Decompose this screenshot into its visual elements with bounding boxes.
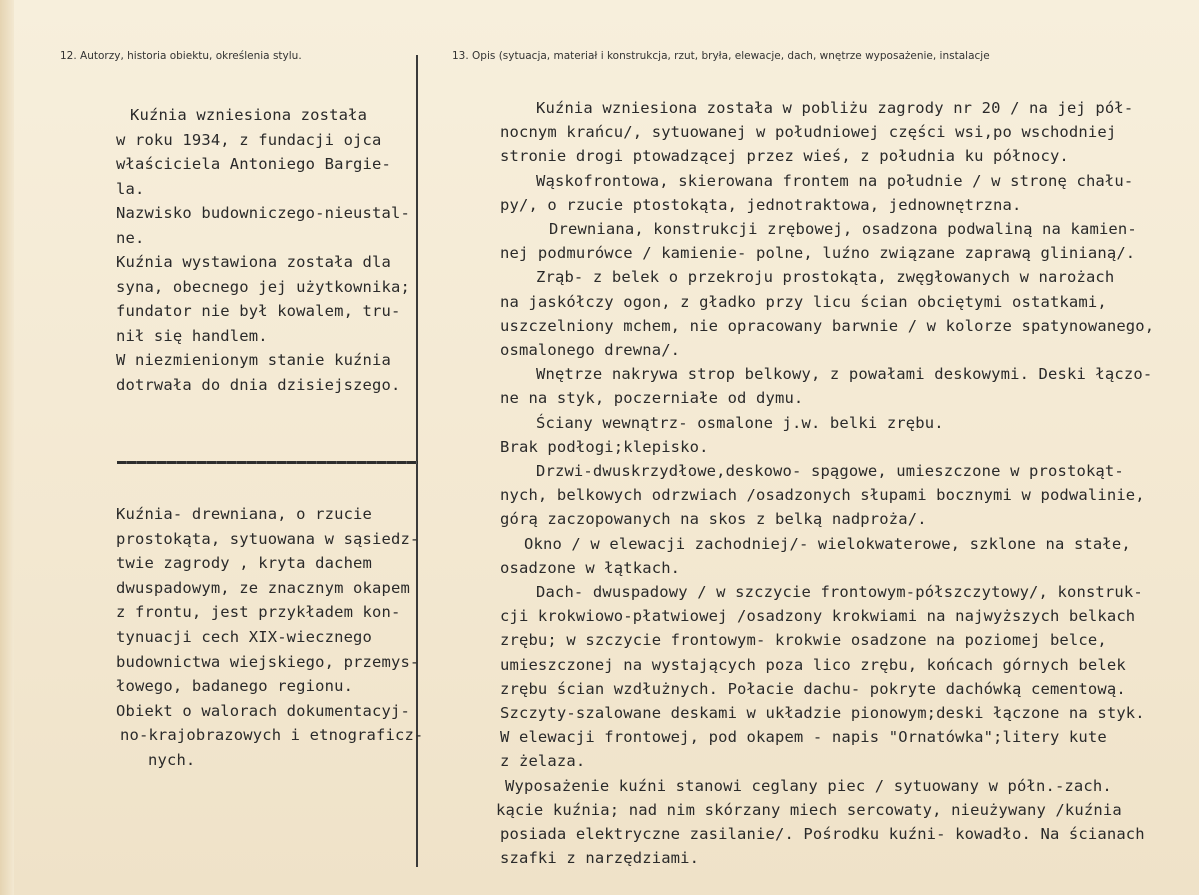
text-line: Kuźnia- drewniana, o rzucie [116,505,373,523]
text-line: Wnętrze nakrywa strop belkowy, z powałami deskowymi. Deski łączo- [536,365,1153,384]
text-line: łowego, badanego regionu. [116,677,354,696]
text-line: Wąskofrontowa, skierowana frontem na południe / w stronę chału- [536,171,1134,190]
text-line: górą zaczopowanych na skos z belką nadproża/. [500,510,927,529]
text-line: posiada elektryczne zasilanie/. Pośrodku kuźni- kowadło. Na ścianach [500,825,1145,843]
section-12-header: 12. Autorzy, historia obiektu, określenia stylu. [60,50,302,62]
text-line: W niezmienionym stanie kuźnia [116,351,391,369]
text-line: Obiekt o walorach dokumentacyj- [116,701,410,720]
text-line: ne na styk, poczerniałe od dymu. [500,389,804,408]
text-line: w roku 1934, z fundacji ojca [116,130,382,149]
text-line: Kuźnia wzniesiona została [130,106,368,124]
text-line: z frontu, jest przykładem kon- [116,603,401,622]
text-line: Dach- dwuspadowy / w szczycie frontowym-półszczytowy/, konstruk- [536,583,1143,601]
text-line: W elewacji frontowej, pod okapem - napis "Ornatówka";litery kute [500,728,1107,747]
text-line: Wyposażenie kuźni stanowi ceglany piec / sytuowany w półn.-zach. [505,776,1112,795]
text-line: nej podmurówce / kamienie- polne, luźno związane zaprawą glinianą/. [500,244,1136,263]
text-line: osmalonego drewna/. [500,341,681,359]
text-line: dwuspadowym, ze znacznym okapem [116,578,410,597]
text-line: fundator nie był kowalem, tru- [116,302,401,320]
text-line: py/, o rzucie ptostokąta, jednotraktowa, jednownętrzna. [500,195,1022,214]
text-line: umieszczonej na wystających poza lico zrębu, końcach górnych belek [500,655,1126,674]
text-line: nocnym krańcu/, sytuowanej w południowej części wsi,po wschodniej [500,123,1117,142]
text-line: Drewniana, konstrukcji zrębowej, osadzona podwaliną na kamien- [549,220,1137,238]
text-line: Brak podłogi;klepisko. [500,437,709,456]
text-line: dotrwała do dnia dzisiejszego. [116,375,401,394]
text-line: la. [116,179,145,198]
text-line: Szczyty-szalowane deskami w układzie pionowym;deski łączone na styk. [500,704,1145,722]
text-line: budownictwa wiejskiego, przemys- [116,652,420,671]
section-13-header: 13. Opis (sytuacja, materiał i konstrukcja, rzut, bryła, elewacje, dach, wnętrze wyposażenie, instalacje [452,50,990,62]
text-line: na jaskółczy ogon, z gładko przy licu ścian obciętymi ostatkami, [500,292,1107,311]
text-line: stronie drogi ptowadzącej przez wieś, z południa ku północy. [500,147,1069,166]
text-line: Nazwisko budowniczego-nieustal- [116,204,410,222]
text-line: prostokąta, sytuowana w sąsiedz- [116,529,420,548]
page-edge [0,0,14,895]
text-line: Drzwi-dwuskrzydłowe,deskowo- spągowe, umieszczone w prostokąt- [536,462,1124,480]
text-line: Zrąb- z belek o przekroju prostokąta, zwęgłowanych w narożach [536,268,1115,287]
text-line: ne. [116,228,145,247]
text-line: tynuacji cech XIX-wiecznego [116,628,373,646]
text-line: osadzone w łątkach. [500,558,681,577]
text-line: szafki z narzędziami. [500,849,700,868]
text-line: twie zagrody , kryta dachem [116,554,373,573]
text-line: Kuźnia wzniesiona została w pobliżu zagrody nr 20 / na jej pół- [536,99,1134,117]
text-line: kącie kuźnia; nad nim skórzany miech sercowaty, nieużywany /kuźnia [496,800,1122,819]
text-line: uszczelniony mchem, nie opracowany barwnie / w kolorze spatynowanego, [500,316,1155,335]
text-line: nych, belkowych odrzwiach /osadzonych słupami bocznymi w podwalinie, [500,486,1145,505]
text-line: no-krajobrazowych i etnograficz- [120,726,424,745]
text-line: zrębu ścian wzdłużnych. Połacie dachu- pokryte dachówką cementową. [500,679,1126,698]
text-line: zrębu; w szczycie frontowym- krokwie osadzone na poziomej belce, [500,631,1107,650]
text-line: cji krokwiowo-płatwiowej /osadzony krokwiami na najwyższych belkach [500,607,1136,626]
text-line: nił się handlem. [116,326,268,345]
text-line: Ściany wewnątrz- osmalone j.w. belki zrębu. [536,413,944,432]
text-line: właściciela Antoniego Bargie- [116,155,391,173]
section-separator [117,461,418,464]
text-line: syna, obecnego jej użytkownika; [116,277,410,296]
text-line: Okno / w elewacji zachodniej/- wielokwaterowe, szklone na stałe, [524,534,1131,553]
text-line: Kuźnia wystawiona została dla [116,253,391,271]
text-line: nych. [148,751,196,769]
text-line: z żelaza. [500,752,586,771]
